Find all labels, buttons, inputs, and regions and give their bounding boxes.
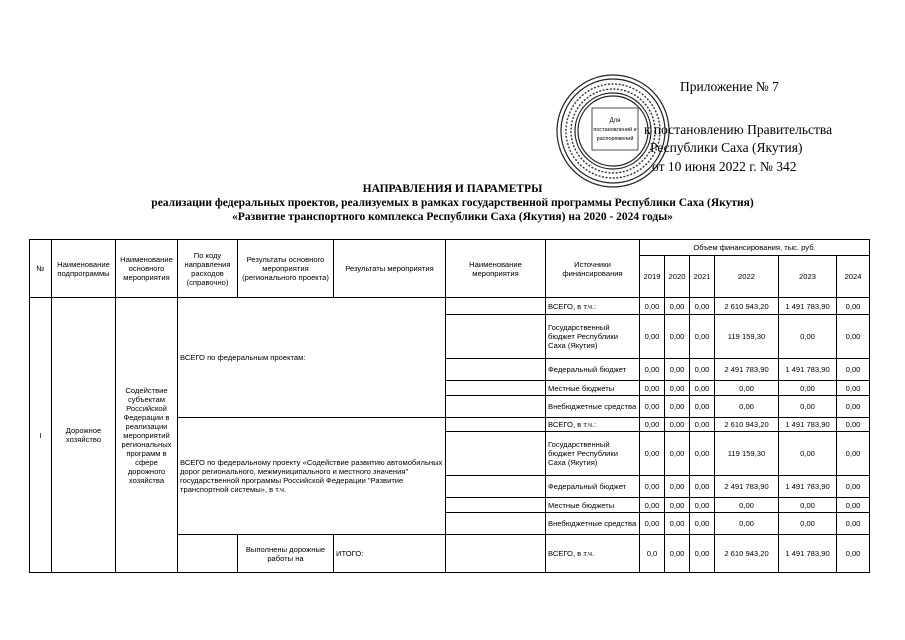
value-cell: 0,00 bbox=[640, 432, 665, 476]
value-cell: 0,00 bbox=[640, 315, 665, 359]
source-cell: ВСЕГО, в т.ч. bbox=[546, 535, 640, 573]
value-cell: 0,00 bbox=[640, 418, 665, 432]
value-cell: 0,00 bbox=[837, 535, 870, 573]
value-cell: 0,00 bbox=[837, 396, 870, 418]
event-name-cell bbox=[446, 513, 546, 535]
main-event-name: Содействие субъектам Российской Федерации в реализации мероприятий региональных программ в сфере дорожного хозяйства bbox=[116, 298, 178, 573]
value-cell: 0,00 bbox=[665, 432, 690, 476]
source-cell: ВСЕГО, в т.ч.: bbox=[546, 418, 640, 432]
seal-center-line3: распоряжений bbox=[596, 136, 634, 142]
event-name-cell bbox=[446, 418, 546, 432]
value-cell: 0,00 bbox=[690, 315, 715, 359]
value-cell: 0,0 bbox=[640, 535, 665, 573]
value-cell: 0,00 bbox=[665, 476, 690, 498]
event-name-cell bbox=[446, 396, 546, 418]
event-name-cell bbox=[446, 432, 546, 476]
block1-label: ВСЕГО по федеральным проектам: bbox=[178, 298, 446, 418]
header-year: 2024 bbox=[837, 256, 870, 298]
source-cell: Внебюджетные средства bbox=[546, 513, 640, 535]
parameters-table bbox=[29, 239, 870, 573]
value-cell: 0,00 bbox=[640, 498, 665, 513]
appendix-decree: к постановлению Правительства bbox=[644, 122, 833, 137]
header-results-main: Результаты основного мероприятия (регионального проекта) bbox=[238, 240, 334, 298]
value-cell: 0,00 bbox=[715, 498, 779, 513]
source-cell: Государственный бюджет Республики Саха (Якутия) bbox=[546, 315, 640, 359]
document-title: НАПРАВЛЕНИЯ И ПАРАМЕТРЫ bbox=[362, 183, 543, 195]
source-cell: Внебюджетные средства bbox=[546, 396, 640, 418]
results-main-cell: Выполнены дорожные работы на bbox=[238, 535, 334, 573]
event-name-cell bbox=[446, 476, 546, 498]
value-cell: 0,00 bbox=[640, 396, 665, 418]
header-sources: Источники финансирования bbox=[546, 240, 640, 298]
value-cell: 0,00 bbox=[665, 535, 690, 573]
value-cell: 2 610 943,20 bbox=[715, 298, 779, 315]
value-cell: 0,00 bbox=[640, 513, 665, 535]
document-subtitle-1: реализации федеральных проектов, реализуемых в рамках государственной программы Республики Саха (Якутия) bbox=[151, 197, 754, 209]
value-cell: 119 159,30 bbox=[715, 432, 779, 476]
value-cell: 0,00 bbox=[837, 498, 870, 513]
value-cell: 0,00 bbox=[665, 315, 690, 359]
value-cell: 0,00 bbox=[665, 513, 690, 535]
value-cell: 0,00 bbox=[665, 498, 690, 513]
value-cell: 0,00 bbox=[715, 513, 779, 535]
value-cell: 0,00 bbox=[665, 359, 690, 381]
header-year: 2022 bbox=[715, 256, 779, 298]
header-event-name: Наименование мероприятия bbox=[446, 240, 546, 298]
event-name-cell bbox=[446, 498, 546, 513]
value-cell: 0,00 bbox=[640, 476, 665, 498]
value-cell: 0,00 bbox=[690, 476, 715, 498]
header-results-event: Результаты мероприятия bbox=[334, 240, 446, 298]
value-cell: 0,00 bbox=[690, 535, 715, 573]
header-no: № bbox=[30, 240, 52, 298]
event-name-cell bbox=[446, 381, 546, 396]
value-cell: 0,00 bbox=[837, 418, 870, 432]
appendix-number: Приложение № 7 bbox=[680, 79, 779, 94]
event-name-cell bbox=[446, 298, 546, 315]
value-cell: 0,00 bbox=[690, 396, 715, 418]
header-year: 2021 bbox=[690, 256, 715, 298]
value-cell: 0,00 bbox=[690, 513, 715, 535]
value-cell: 0,00 bbox=[640, 298, 665, 315]
value-cell: 0,00 bbox=[665, 418, 690, 432]
value-cell: 2 491 783,90 bbox=[715, 476, 779, 498]
source-cell: ВСЕГО, в т.ч.: bbox=[546, 298, 640, 315]
appendix-date: от 10 июня 2022 г. № 342 bbox=[652, 159, 797, 174]
header-code: По коду направления расходов (справочно) bbox=[178, 240, 238, 298]
header-year: 2023 bbox=[779, 256, 837, 298]
row-number: I bbox=[30, 298, 52, 573]
value-cell: 2 491 783,90 bbox=[715, 359, 779, 381]
source-cell: Местные бюджеты bbox=[546, 381, 640, 396]
value-cell: 0,00 bbox=[779, 513, 837, 535]
source-cell: Федеральный бюджет bbox=[546, 476, 640, 498]
value-cell: 1 491 783,90 bbox=[779, 359, 837, 381]
value-cell: 1 491 783,90 bbox=[779, 298, 837, 315]
value-cell: 1 491 783,90 bbox=[779, 476, 837, 498]
value-cell: 2 610 943,20 bbox=[715, 535, 779, 573]
value-cell: 0,00 bbox=[837, 359, 870, 381]
value-cell: 0,00 bbox=[665, 298, 690, 315]
value-cell: 0,00 bbox=[690, 498, 715, 513]
header-subprogram: Наименование подпрограммы bbox=[52, 240, 116, 298]
value-cell: 0,00 bbox=[837, 513, 870, 535]
value-cell: 0,00 bbox=[837, 476, 870, 498]
value-cell: 0,00 bbox=[715, 381, 779, 396]
appendix-republic: Республики Саха (Якутия) bbox=[650, 140, 803, 155]
source-cell: Федеральный бюджет bbox=[546, 359, 640, 381]
seal-center-line2: постановлений и bbox=[593, 127, 637, 133]
value-cell: 0,00 bbox=[690, 298, 715, 315]
header-main-event: Наименование основного мероприятия bbox=[116, 240, 178, 298]
value-cell: 0,00 bbox=[690, 418, 715, 432]
value-cell: 0,00 bbox=[837, 298, 870, 315]
event-name-cell bbox=[446, 535, 546, 573]
value-cell: 0,00 bbox=[690, 381, 715, 396]
event-name-cell bbox=[446, 315, 546, 359]
header-volume: Объем финансирования, тыс. руб. bbox=[640, 240, 870, 256]
value-cell: 0,00 bbox=[640, 381, 665, 396]
header-year: 2020 bbox=[665, 256, 690, 298]
source-cell: Государственный бюджет Республики Саха (Якутия) bbox=[546, 432, 640, 476]
value-cell: 119 159,30 bbox=[715, 315, 779, 359]
value-cell: 0,00 bbox=[837, 432, 870, 476]
value-cell: 2 610 943,20 bbox=[715, 418, 779, 432]
code-cell bbox=[178, 535, 238, 573]
header-year: 2019 bbox=[640, 256, 665, 298]
value-cell: 0,00 bbox=[665, 381, 690, 396]
value-cell: 0,00 bbox=[779, 396, 837, 418]
value-cell: 0,00 bbox=[779, 432, 837, 476]
value-cell: 0,00 bbox=[779, 315, 837, 359]
value-cell: 0,00 bbox=[837, 381, 870, 396]
value-cell: 0,00 bbox=[779, 498, 837, 513]
value-cell: 1 491 783,90 bbox=[779, 535, 837, 573]
value-cell: 0,00 bbox=[640, 359, 665, 381]
value-cell: 0,00 bbox=[779, 381, 837, 396]
value-cell: 0,00 bbox=[837, 315, 870, 359]
value-cell: 0,00 bbox=[665, 396, 690, 418]
seal-center-line1: Для bbox=[609, 118, 621, 124]
event-name-cell bbox=[446, 359, 546, 381]
block2-label: ВСЕГО по федеральному проекту «Содействие развитию автомобильных дорог регионального, межмуниципального и местного значения" государственной программы Российской Федерации "Развитие транспортной системы», в т.ч. bbox=[178, 418, 446, 535]
value-cell: 0,00 bbox=[690, 359, 715, 381]
document-subtitle-2: «Развитие транспортного комплекса Республики Саха (Якутия) на 2020 - 2024 годы» bbox=[232, 211, 673, 223]
value-cell: 0,00 bbox=[690, 432, 715, 476]
value-cell: 1 491 783,90 bbox=[779, 418, 837, 432]
table-row bbox=[30, 298, 870, 315]
source-cell: Местные бюджеты bbox=[546, 498, 640, 513]
results-event-cell: ИТОГО: bbox=[334, 535, 446, 573]
subprogram-name: Дорожное хозяйство bbox=[52, 298, 116, 573]
value-cell: 0,00 bbox=[715, 396, 779, 418]
